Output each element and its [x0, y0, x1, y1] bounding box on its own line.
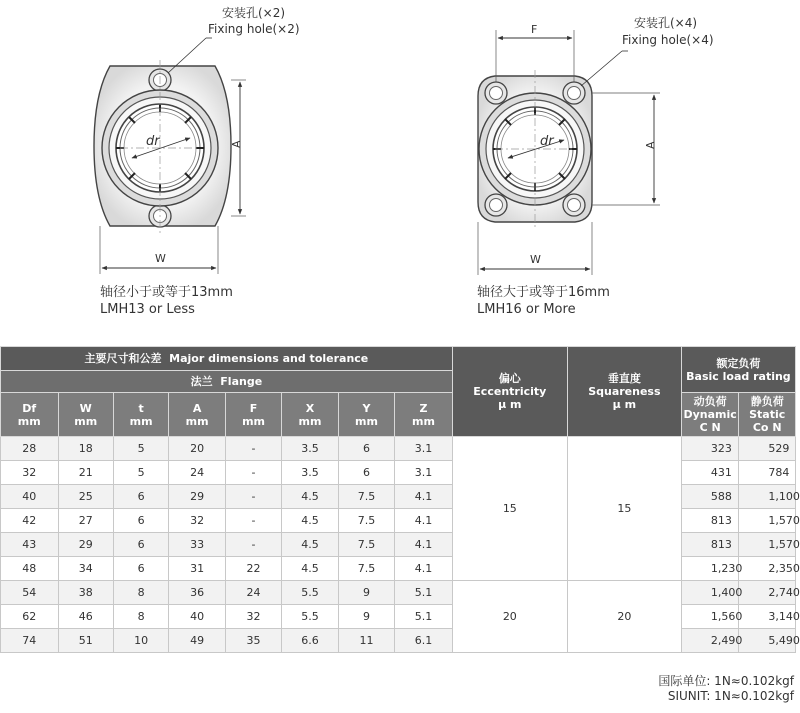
squareness-en: Squareness — [588, 385, 661, 398]
col-header-y: Y mm — [338, 393, 394, 437]
cell-dyn: 813 — [681, 533, 739, 557]
cell-t: 6 — [113, 557, 168, 581]
cell-stat: 2,740 — [739, 581, 796, 605]
cell-f: 24 — [225, 581, 281, 605]
cell-w: 34 — [58, 557, 113, 581]
header-flange — [1, 371, 453, 393]
cell-ecc-merged: 20 — [452, 581, 567, 653]
cell-z: 5.1 — [395, 581, 453, 605]
cell-df: 43 — [1, 533, 59, 557]
eccentricity-en: Eccentricity — [473, 385, 547, 398]
callout-en-right: Fixing hole(×4) — [622, 33, 714, 47]
dim-dr-label: dr — [146, 134, 160, 149]
caption-left — [100, 284, 233, 318]
dim-a-label-4-hole: A — [644, 141, 657, 149]
cell-w: 38 — [58, 581, 113, 605]
table-row — [1, 581, 796, 605]
dim-dr-label-4-hole: dr — [540, 134, 554, 149]
cell-sq-merged: 20 — [567, 581, 681, 653]
cell-df: 74 — [1, 629, 59, 653]
cell-dyn: 588 — [681, 485, 739, 509]
cell-df: 48 — [1, 557, 59, 581]
cell-f: - — [225, 461, 281, 485]
cell-a: 32 — [169, 509, 225, 533]
drawing-4-hole-flange — [478, 15, 714, 275]
cell-stat: 3,140 — [739, 605, 796, 629]
header-eccentricity — [452, 347, 567, 437]
cell-x: 4.5 — [282, 557, 338, 581]
dim-w-label-4-hole: W — [530, 253, 541, 266]
specifications-table — [0, 346, 800, 653]
cell-df: 42 — [1, 509, 59, 533]
cell-f: 35 — [225, 629, 281, 653]
header-flange-cn: 法兰 — [190, 375, 213, 388]
header-major-cn: 主要尺寸和公差 — [84, 352, 162, 365]
cell-w: 51 — [58, 629, 113, 653]
specifications-body — [1, 437, 800, 653]
col-header-static: 静负荷 Static Co N — [739, 393, 796, 437]
cell-y: 7.5 — [338, 485, 394, 509]
eccentricity-unit: μ m — [498, 398, 522, 411]
cell-a: 49 — [169, 629, 225, 653]
squareness-unit: μ m — [612, 398, 637, 411]
cell-df: 32 — [1, 461, 59, 485]
cell-stat: 1,570 — [739, 533, 796, 557]
cell-dyn: 1,230 — [681, 557, 739, 581]
col-header-f: F mm — [225, 393, 281, 437]
cell-y: 9 — [338, 581, 394, 605]
dim-a-label: A — [230, 140, 243, 148]
footnote-en: SIUNIT: 1N≈0.102kgf — [667, 689, 794, 703]
cell-sq-merged: 15 — [567, 437, 681, 581]
cell-y: 11 — [338, 629, 394, 653]
caption-right-en: LMH16 or More — [477, 302, 576, 317]
cell-z: 3.1 — [395, 437, 453, 461]
cell-z: 4.1 — [395, 533, 453, 557]
cell-a: 20 — [169, 437, 225, 461]
cell-z: 4.1 — [395, 509, 453, 533]
cell-w: 21 — [58, 461, 113, 485]
cell-z: 6.1 — [395, 629, 453, 653]
squareness-cn: 垂直度 — [607, 372, 641, 385]
cell-stat: 529 — [739, 437, 796, 461]
cell-y: 7.5 — [338, 533, 394, 557]
cell-w: 46 — [58, 605, 113, 629]
cell-t: 5 — [113, 437, 168, 461]
cell-a: 24 — [169, 461, 225, 485]
cell-dyn: 323 — [681, 437, 739, 461]
header-flange-en: Flange — [220, 375, 263, 388]
cell-f: - — [225, 485, 281, 509]
col-header-t: t mm — [113, 393, 168, 437]
cell-stat: 2,350 — [739, 557, 796, 581]
cell-df: 62 — [1, 605, 59, 629]
cell-x: 4.5 — [282, 485, 338, 509]
cell-df: 28 — [1, 437, 59, 461]
unit-footnote — [658, 672, 794, 703]
cell-t: 8 — [113, 581, 168, 605]
drawing-2-hole-flange — [94, 5, 300, 274]
dim-f-label: F — [531, 23, 538, 36]
caption-left-cn: 轴径小于或等于13mm — [100, 285, 233, 300]
caption-right — [477, 284, 610, 318]
caption-left-en: LMH13 or Less — [100, 302, 195, 317]
callout-cn-left: 安装孔(×2) — [222, 6, 286, 20]
cell-df: 40 — [1, 485, 59, 509]
cell-x: 3.5 — [282, 461, 338, 485]
col-header-a: A mm — [169, 393, 225, 437]
cell-f: 32 — [225, 605, 281, 629]
cell-t: 6 — [113, 485, 168, 509]
dim-w-label: W — [155, 252, 166, 265]
col-header-w: W mm — [58, 393, 113, 437]
caption-right-cn: 轴径大于或等于16mm — [477, 285, 610, 300]
cell-w: 27 — [58, 509, 113, 533]
rating-cn: 额定负荷 — [716, 356, 761, 370]
cell-dyn: 431 — [681, 461, 739, 485]
cell-x: 3.5 — [282, 437, 338, 461]
cell-x: 4.5 — [282, 509, 338, 533]
header-basic-load-rating — [681, 347, 795, 393]
rating-en: Basic load rating — [686, 369, 791, 383]
table-row — [1, 437, 796, 461]
cell-a: 29 — [169, 485, 225, 509]
cell-f: - — [225, 509, 281, 533]
cell-t: 6 — [113, 533, 168, 557]
cell-x: 5.5 — [282, 605, 338, 629]
header-squareness — [567, 347, 681, 437]
col-header-df: Df mm — [1, 393, 59, 437]
callout-cn-right: 安装孔(×4) — [634, 16, 698, 30]
col-header-x: X mm — [282, 393, 338, 437]
cell-stat: 784 — [739, 461, 796, 485]
cell-stat: 5,490 — [739, 629, 796, 653]
eccentricity-cn: 偏心 — [498, 372, 521, 385]
callout-en-left: Fixing hole(×2) — [208, 22, 300, 36]
cell-a: 40 — [169, 605, 225, 629]
cell-df: 54 — [1, 581, 59, 605]
cell-t: 5 — [113, 461, 168, 485]
header-major-dimensions — [1, 347, 453, 371]
cell-a: 33 — [169, 533, 225, 557]
header-major-en: Major dimensions and tolerance — [169, 352, 369, 365]
cell-t: 8 — [113, 605, 168, 629]
cell-z: 4.1 — [395, 557, 453, 581]
cell-f: - — [225, 533, 281, 557]
cell-stat: 1,570 — [739, 509, 796, 533]
cell-dyn: 1,560 — [681, 605, 739, 629]
cell-f: 22 — [225, 557, 281, 581]
cell-z: 4.1 — [395, 485, 453, 509]
cell-dyn: 813 — [681, 509, 739, 533]
cell-w: 25 — [58, 485, 113, 509]
cell-t: 6 — [113, 509, 168, 533]
cell-w: 18 — [58, 437, 113, 461]
col-header-z: Z mm — [395, 393, 453, 437]
footnote-cn: 国际单位: 1N≈0.102kgf — [658, 674, 794, 688]
cell-w: 29 — [58, 533, 113, 557]
cell-dyn: 2,490 — [681, 629, 739, 653]
cell-x: 6.6 — [282, 629, 338, 653]
cell-z: 5.1 — [395, 605, 453, 629]
cell-f: - — [225, 437, 281, 461]
cell-y: 6 — [338, 461, 394, 485]
cell-y: 7.5 — [338, 509, 394, 533]
cell-stat: 1,100 — [739, 485, 796, 509]
cell-a: 31 — [169, 557, 225, 581]
cell-t: 10 — [113, 629, 168, 653]
cell-dyn: 1,400 — [681, 581, 739, 605]
col-header-dynamic: 动负荷 Dynamic C N — [681, 393, 739, 437]
cell-x: 4.5 — [282, 533, 338, 557]
cell-x: 5.5 — [282, 581, 338, 605]
cell-y: 9 — [338, 605, 394, 629]
cell-y: 7.5 — [338, 557, 394, 581]
cell-y: 6 — [338, 437, 394, 461]
cell-ecc-merged: 15 — [452, 437, 567, 581]
cell-a: 36 — [169, 581, 225, 605]
cell-z: 3.1 — [395, 461, 453, 485]
